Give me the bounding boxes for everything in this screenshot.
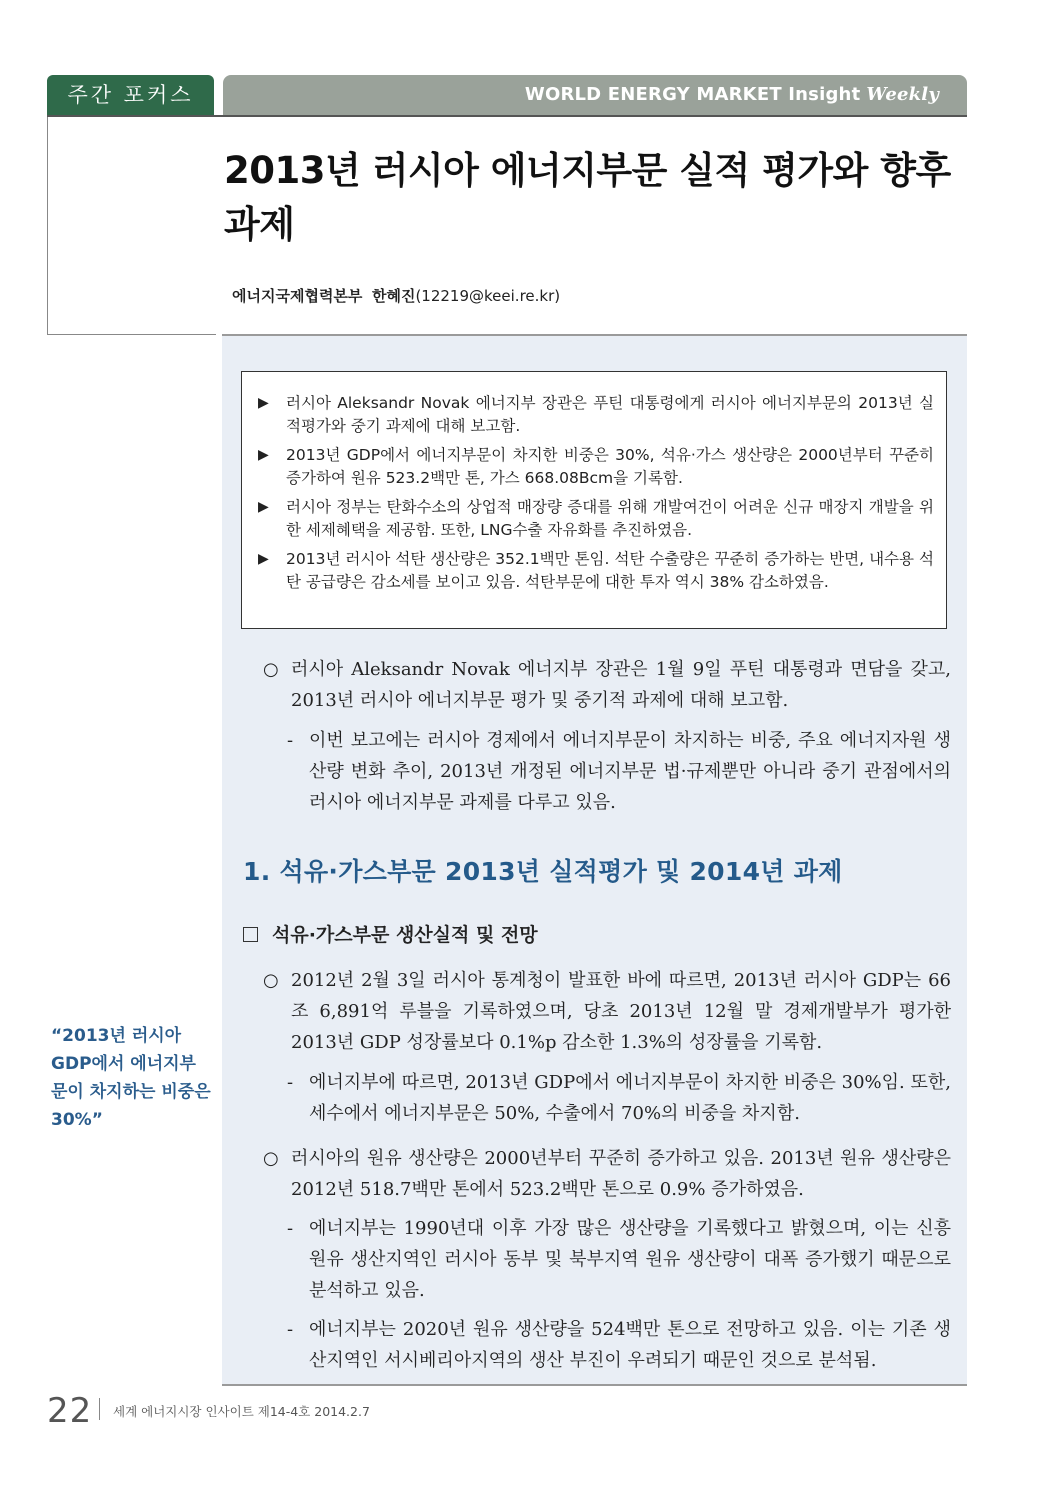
paragraph-text: 러시아의 원유 생산량은 2000년부터 꾸준히 증가하고 있음. 2013년 원유 생산량은 2012년 518.7백만 톤에서 523.2백만 톤으로 0.9% 증가하였음. xyxy=(291,1148,951,1200)
publication-name xyxy=(525,75,939,115)
body-subparagraph xyxy=(287,1314,951,1376)
paragraph-text: 이번 보고에는 러시아 경제에서 에너지부문이 차지하는 비중, 주요 에너지자원 생산량 변화 추이, 2013년 개정된 에너지부문 법·규제뿐만 아니라 중기 관점에서의 러시아 에너지부문 과제를 다루고 있음. xyxy=(309,730,951,813)
summary-text: 2013년 러시아 석탄 생산량은 352.1백만 톤임. 석탄 수출량은 꾸준히 증가하는 반면, 내수용 석탄 공급량은 감소세를 보이고 있음. 석탄부문에 대한 투자 역시 38% 감소하였음. xyxy=(286,550,934,591)
circle-bullet-icon: ○ xyxy=(263,970,279,991)
author-email[interactable]: (12219@keei.re.kr) xyxy=(415,287,561,305)
body-paragraph xyxy=(263,965,951,1058)
left-divider xyxy=(47,334,216,335)
circle-bullet-icon: ○ xyxy=(263,659,279,680)
footer-publication: 세계 에너지시장 인사이트 제14-4호 2014.2.7 xyxy=(113,1404,370,1419)
paragraph-text: 러시아 Aleksandr Novak 에너지부 장관은 1월 9일 푸틴 대통령과 면담을 갖고, 2013년 러시아 에너지부문 평가 및 중기적 과제에 대해 보고함. xyxy=(291,659,951,711)
publication-italic: Weekly xyxy=(866,84,939,105)
article-title: 2013년 러시아 에너지부문 실적 평가와 향후 과제 xyxy=(224,149,951,246)
author-name: 한혜진 xyxy=(371,287,416,305)
triangle-bullet-icon: ▶ xyxy=(258,551,269,567)
page-number: 22 xyxy=(47,1391,93,1431)
dash-bullet: - xyxy=(287,1072,294,1093)
paragraph-text: 에너지부는 2020년 원유 생산량을 524백만 톤으로 전망하고 있음. 이는 기존 생산지역인 서시베리아지역의 생산 부진이 우려되기 때문인 것으로 분석됨. xyxy=(309,1319,951,1371)
circle-bullet-icon: ○ xyxy=(263,1148,279,1169)
dash-bullet: - xyxy=(287,1218,294,1239)
dash-bullet: - xyxy=(287,730,294,751)
footer-separator xyxy=(99,1398,100,1420)
paragraph-text: 에너지부에 따르면, 2013년 GDP에서 에너지부문이 차지한 비중은 30%임. 또한, 세수에서 에너지부문은 50%, 수출에서 70%의 비중을 차지함. xyxy=(309,1072,951,1124)
summary-item xyxy=(258,444,934,490)
footer-rule xyxy=(222,1384,967,1386)
summary-item xyxy=(258,392,934,438)
dash-bullet: - xyxy=(287,1319,294,1340)
triangle-bullet-icon: ▶ xyxy=(258,447,269,463)
paragraph-text: 에너지부는 1990년대 이후 가장 많은 생산량을 기록했다고 밝혔으며, 이는 신흥 원유 생산지역인 러시아 동부 및 북부지역 원유 생산량이 대폭 증가했기 때문으로 분석하고 있음. xyxy=(309,1218,951,1301)
author-line xyxy=(232,285,560,306)
left-margin-rule xyxy=(47,117,48,335)
summary-text: 러시아 정부는 탄화수소의 상업적 매장량 증대를 위해 개발여건이 어려운 신규 매장지 개발을 위한 세제혜택을 제공함. 또한, LNG수출 자유화를 추진하였음. xyxy=(286,498,934,539)
header-rule xyxy=(47,115,967,117)
body-subparagraph xyxy=(287,725,951,818)
publication-title: WORLD ENERGY MARKET Insight xyxy=(524,84,861,105)
subsection-heading xyxy=(243,920,538,947)
section-heading: 1. 석유·가스부문 2013년 실적평가 및 2014년 과제 xyxy=(243,857,843,886)
summary-text: 2013년 GDP에서 에너지부문이 차지한 비중은 30%, 석유·가스 생산량은 2000년부터 꾸준히 증가하여 원유 523.2백만 톤, 가스 668.08Bcm을 기록함. xyxy=(286,446,934,487)
body-paragraph xyxy=(263,654,951,716)
square-bullet-icon xyxy=(243,927,258,942)
triangle-bullet-icon: ▶ xyxy=(258,499,269,515)
pull-quote: “2013년 러시아 GDP에서 에너지부문이 차지하는 비중은 30%” xyxy=(51,1026,211,1130)
paragraph-text: 2012년 2월 3일 러시아 통계청이 발표한 바에 따르면, 2013년 러시아 GDP는 66조 6,891억 루블을 기록하였으며, 당초 2013년 12월 말 경제개발부가 평가한 2013년 GDP 성장률보다 0.1%p 감소한 1.3%의 성장률을 기록함. xyxy=(291,970,951,1053)
summary-box xyxy=(241,371,947,629)
summary-item xyxy=(258,496,934,542)
summary-text: 러시아 Aleksandr Novak 에너지부 장관은 푸틴 대통령에게 러시아 에너지부문의 2013년 실적평가와 중기 과제에 대해 보고함. xyxy=(286,394,934,435)
triangle-bullet-icon: ▶ xyxy=(258,395,269,411)
section-tag: 주간 포커스 xyxy=(47,75,214,115)
body-subparagraph xyxy=(287,1067,951,1129)
publication-banner xyxy=(223,75,967,115)
body-subparagraph xyxy=(287,1213,951,1306)
subsection-title: 석유·가스부문 생산실적 및 전망 xyxy=(272,924,538,946)
author-dept: 에너지국제협력본부 xyxy=(232,287,363,305)
body-paragraph xyxy=(263,1143,951,1205)
summary-item xyxy=(258,548,934,594)
